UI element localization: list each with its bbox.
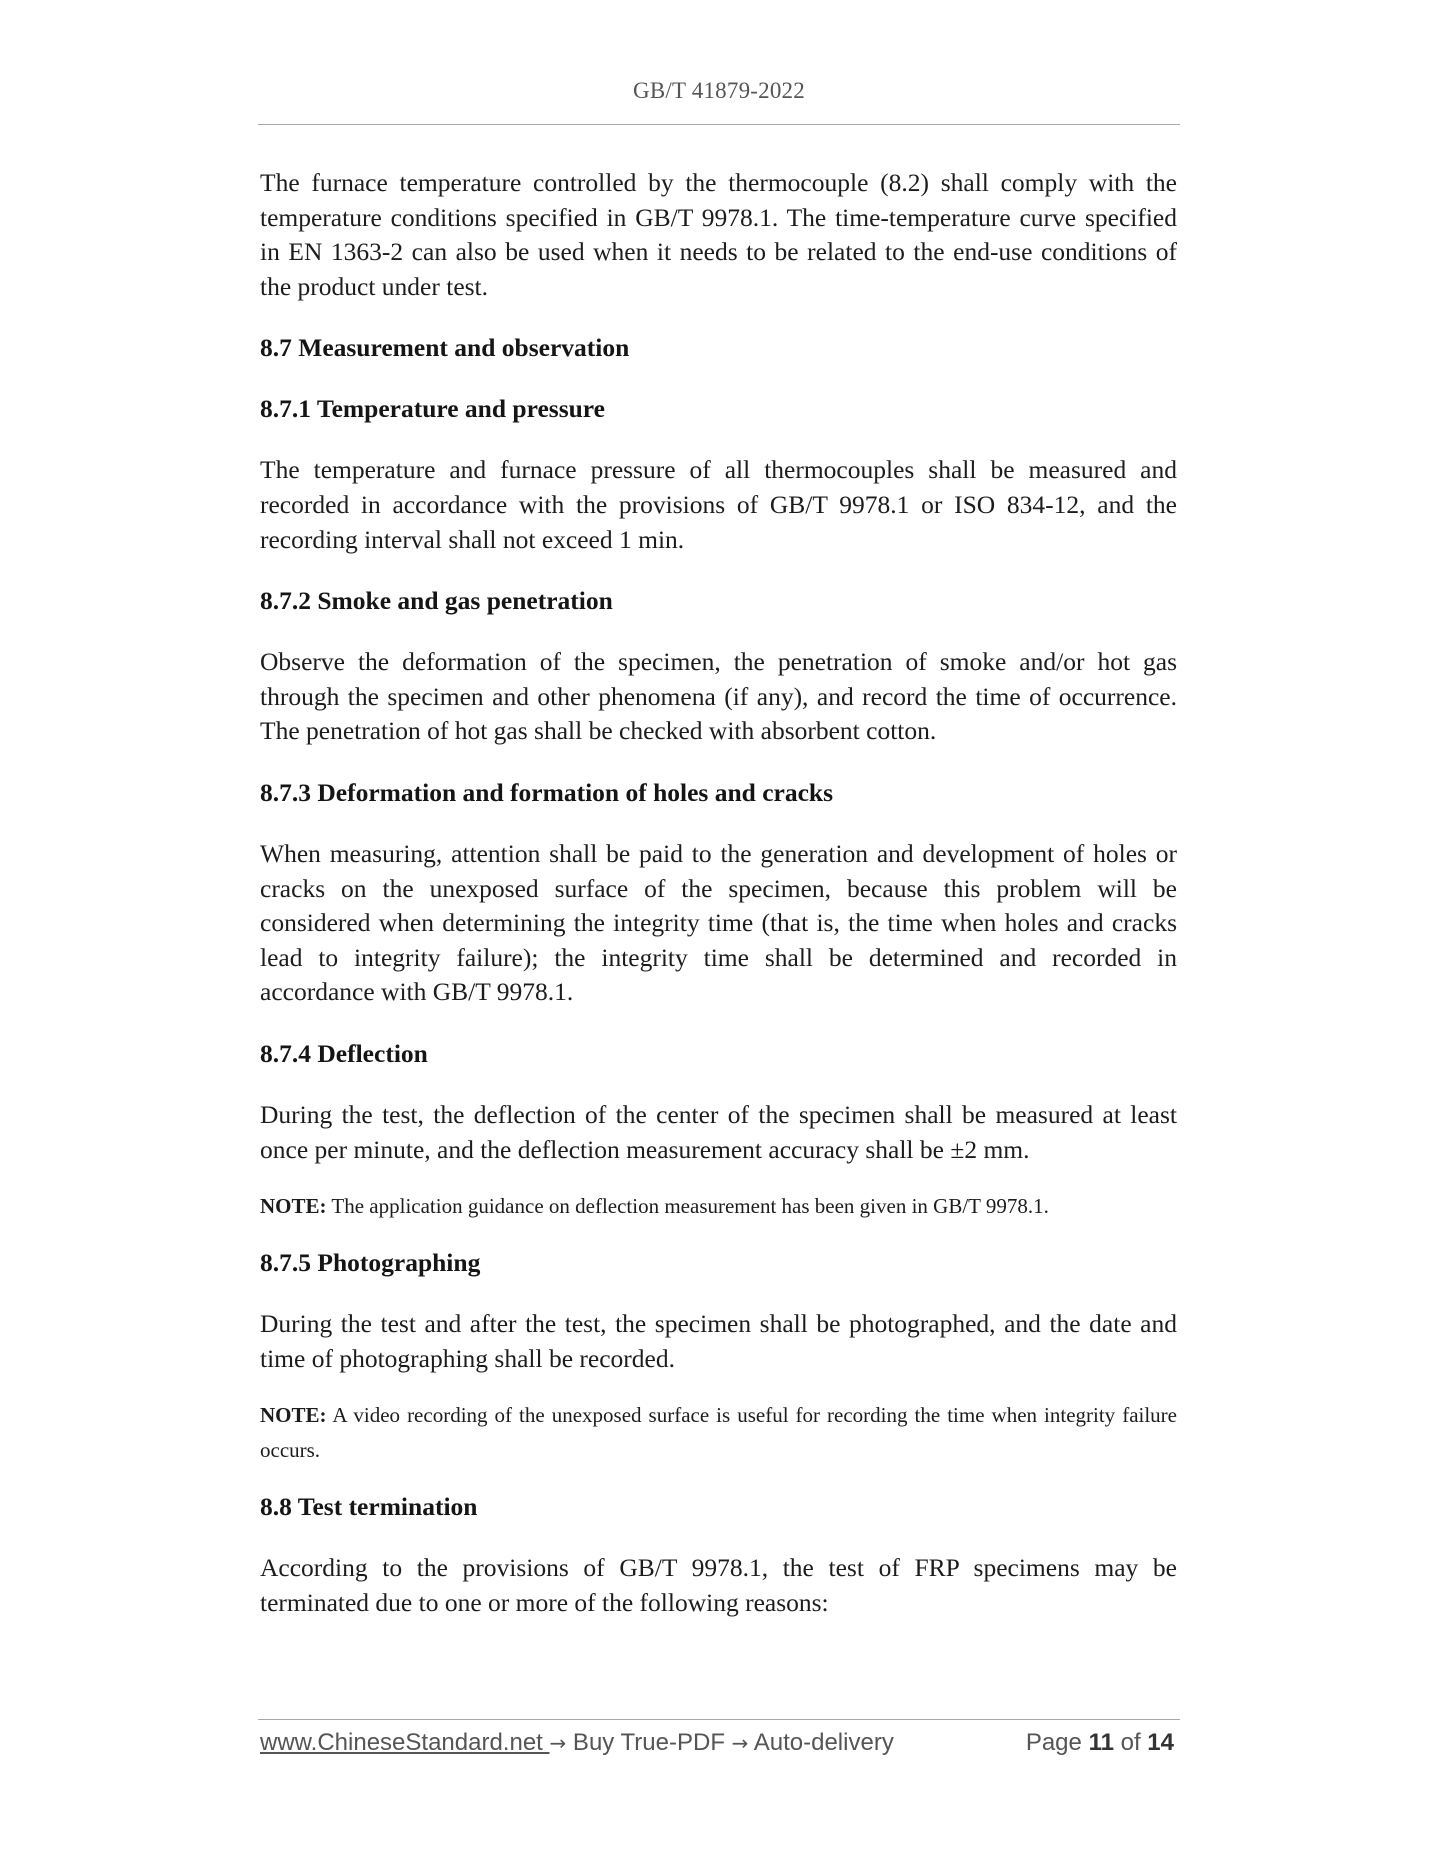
header-divider [258, 124, 1180, 125]
section-heading-8-7-5: 8.7.5 Photographing [260, 1248, 481, 1278]
section-heading-8-7-2: 8.7.2 Smoke and gas penetration [260, 586, 613, 616]
note-label: NOTE: [260, 1194, 327, 1219]
paragraph-8-7-5: During the test and after the test, the specimen shall be photographed, and the date and time of photographing shall be recorded. [260, 1309, 1177, 1373]
footer-divider [258, 1719, 1180, 1720]
paragraph-8-7-1: The temperature and furnace pressure of all thermocouples shall be measured and recorded in accordance with the provisions of GB/T 9978.1 or ISO 834-12, and the recording interval shall not exceed 1 min. [260, 455, 1177, 554]
section-heading-8-8: 8.8 Test termination [260, 1492, 478, 1522]
of-word: of [1120, 1729, 1141, 1756]
total-pages: 14 [1147, 1729, 1174, 1756]
intro-paragraph: The furnace temperature controlled by the thermocouple (8.2) shall comply with the temperature conditions specified in GB/T 9978.1. The time-temperature curve specified in EN 1363-2 can also be used when it needs to be related to the end-use conditions of the product under test. [260, 168, 1177, 301]
note-video [260, 1398, 1177, 1468]
arrow-right-icon: → [549, 1731, 567, 1755]
chinesestandard-link[interactable]: www.ChineseStandard.net [260, 1729, 550, 1756]
paragraph-8-8: According to the provisions of GB/T 9978.1, the test of FRP specimens may be terminated due to one or more of the following reasons: [260, 1553, 1177, 1617]
page-indicator [1026, 1729, 1174, 1757]
paragraph-8-7-4: During the test, the deflection of the center of the specimen shall be measured at least once per minute, and the deflection measurement accuracy shall be ±2 mm. [260, 1099, 1177, 1164]
note-label: NOTE: [260, 1403, 327, 1428]
section-heading-8-7-1: 8.7.1 Temperature and pressure [260, 394, 605, 424]
page-footer [260, 1729, 1180, 1769]
section-heading-8-7-3: 8.7.3 Deformation and formation of holes and cracks [260, 777, 834, 807]
note-deflection [260, 1189, 1177, 1224]
document-id: GB/T 41879-2022 [633, 78, 805, 103]
paragraph-8-7-3: When measuring, attention shall be paid to the generation and development of holes or cracks on the unexposed surface of the specimen, because this problem will be considered when determining the integrity time (that is, the time when holes and cracks lead to integrity failure); the integrity time shall be determined and recorded in accordance with GB/T 9978.1. [260, 838, 1177, 1007]
footer-links [260, 1729, 894, 1757]
auto-delivery-text: Auto-delivery [748, 1729, 894, 1756]
page-number: 11 [1088, 1729, 1114, 1756]
page-word: Page [1025, 1729, 1082, 1756]
section-heading-8-7-4: 8.7.4 Deflection [260, 1038, 428, 1068]
paragraph-8-7-2: Observe the deformation of the specimen, the penetration of smoke and/or hot gas through the specimen and other phenomena (if any), and record the time of occurrence. The penetration of hot gas shall be checked with absorbent cotton. [260, 647, 1177, 746]
note-text: The application guidance on deflection measurement has been given in GB/T 9978.1. [331, 1194, 1049, 1219]
section-heading-8-7: 8.7 Measurement and observation [260, 333, 630, 363]
arrow-right-icon: → [731, 1731, 749, 1755]
buy-true-pdf-text: Buy True-PDF [566, 1729, 732, 1756]
page-header [258, 78, 1180, 104]
note-text: A video recording of the unexposed surface is useful for recording the time when integrity failure occurs. [260, 1403, 1177, 1463]
page-content [260, 166, 1177, 1620]
